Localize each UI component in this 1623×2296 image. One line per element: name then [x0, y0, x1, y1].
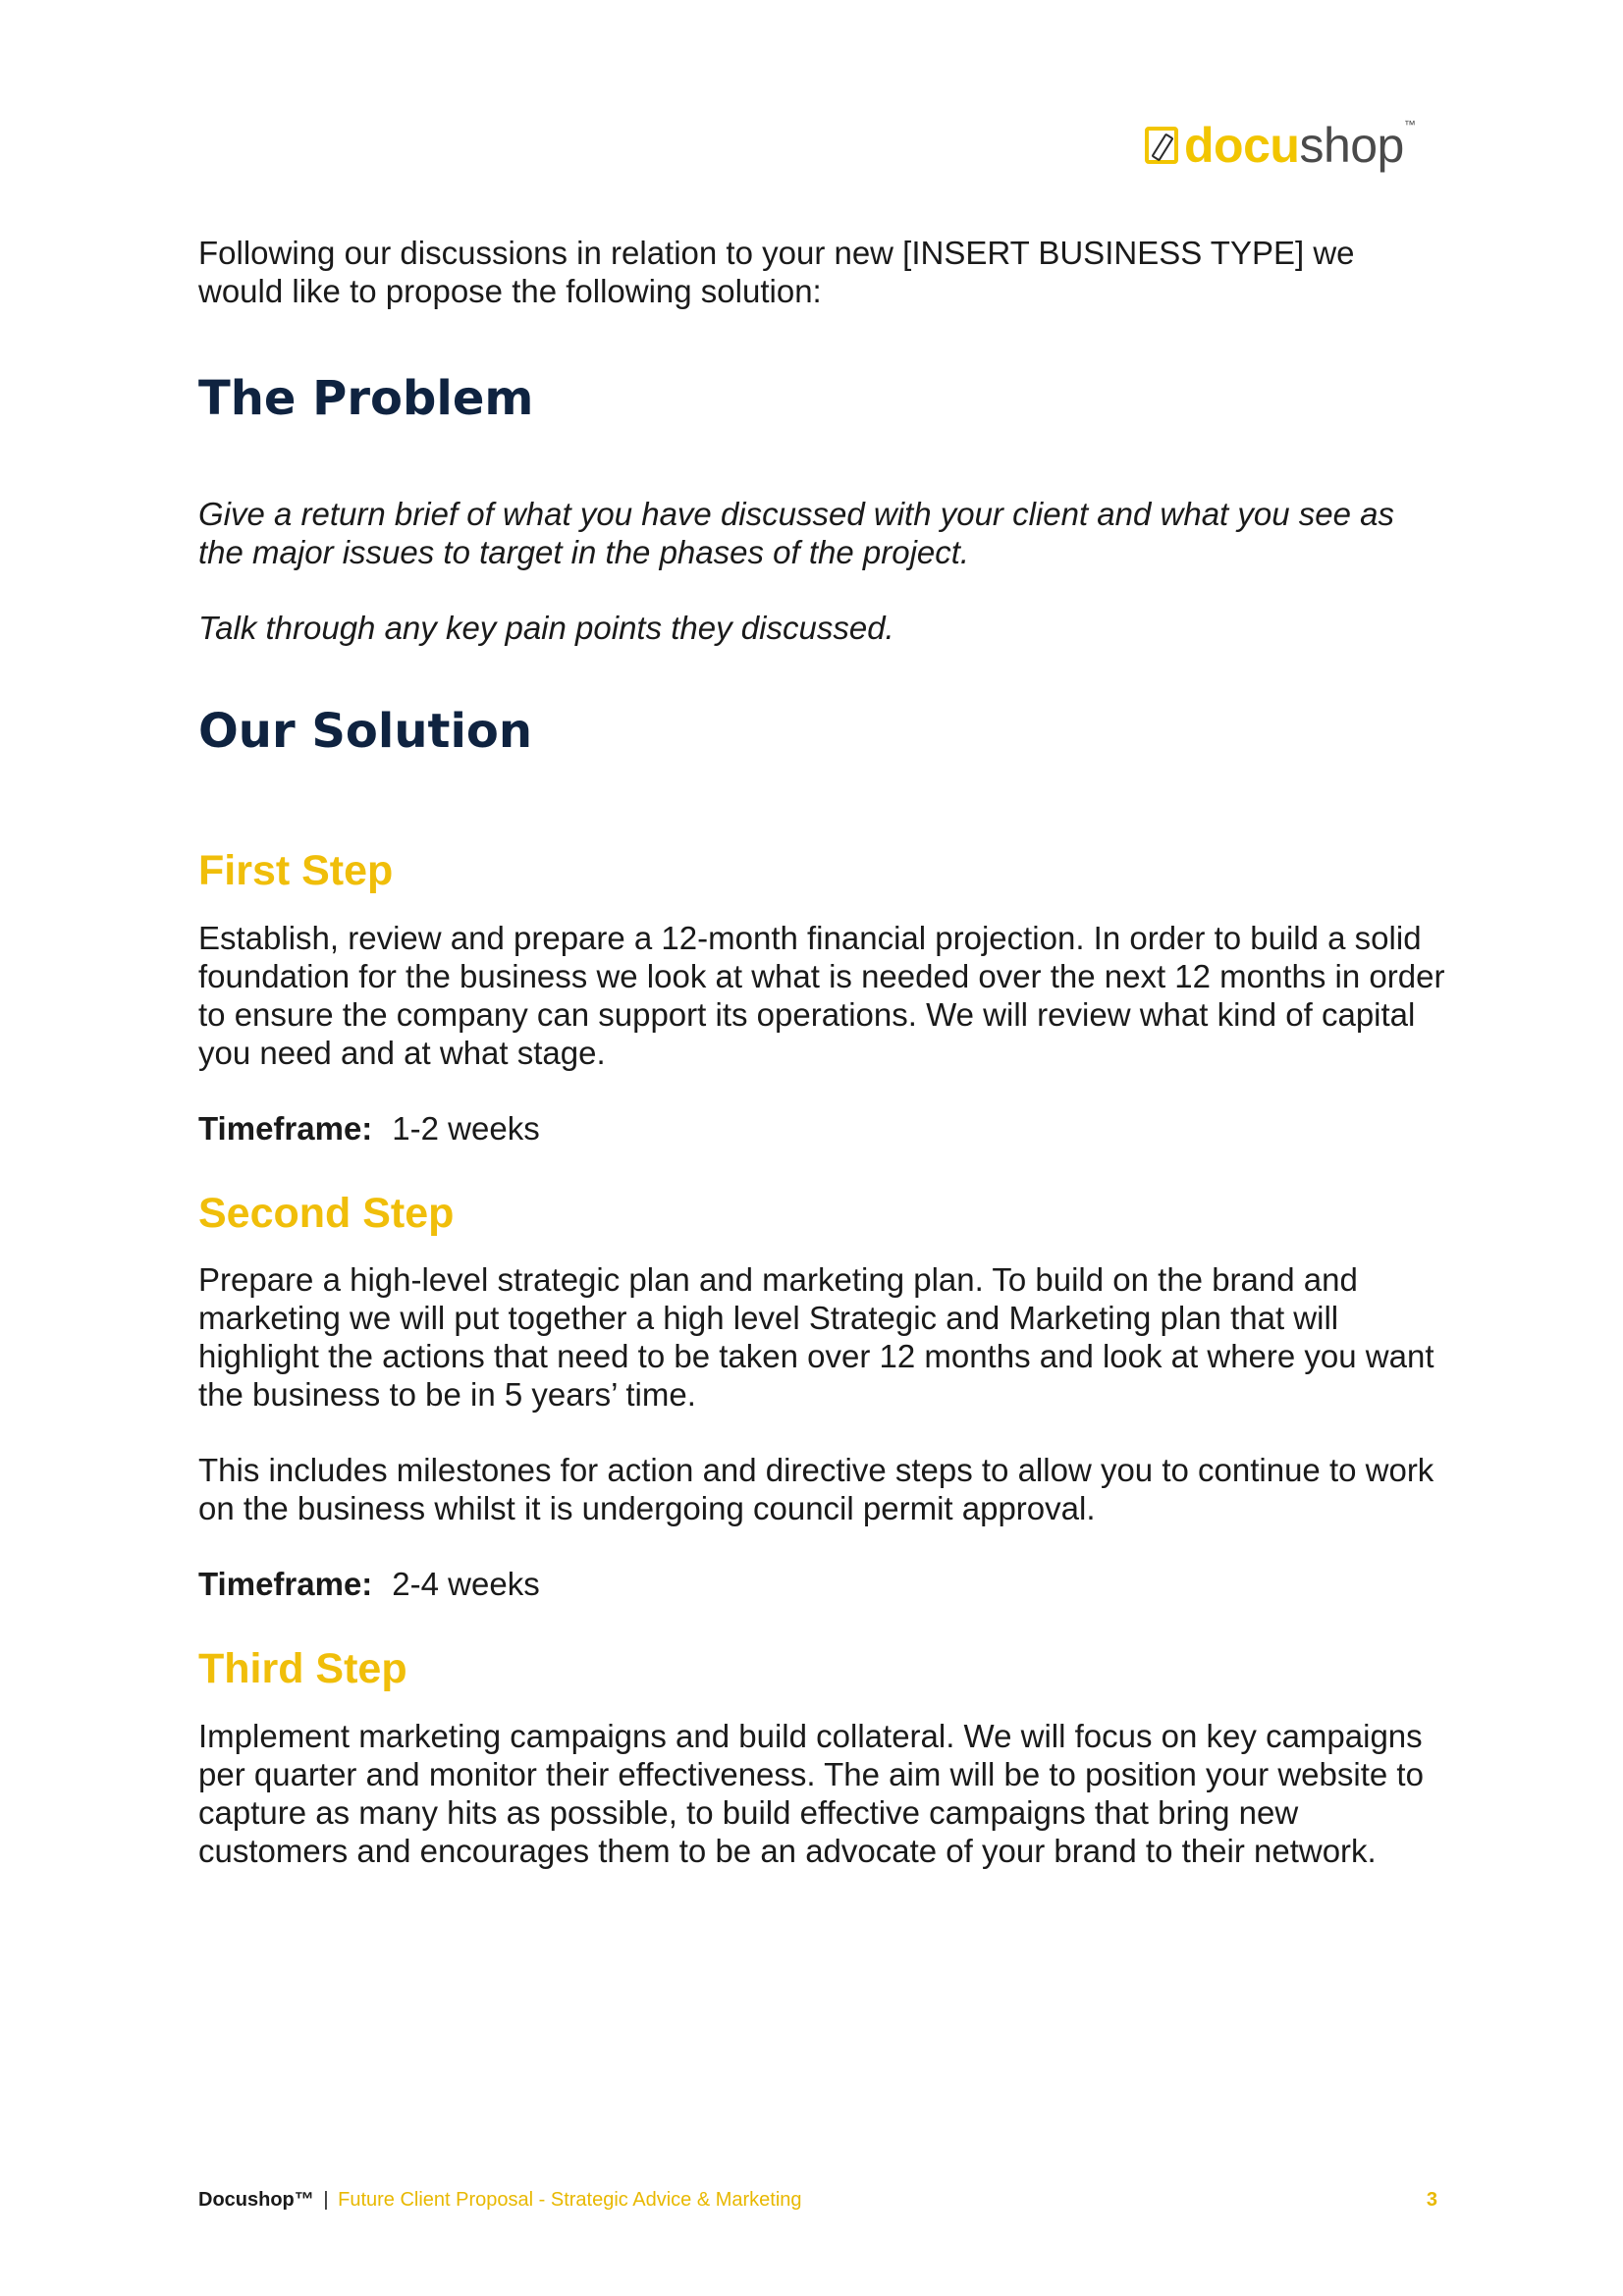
step-1-timeframe: [198, 1109, 1445, 1148]
footer-separator: |: [323, 2189, 329, 2211]
step-1-paragraph: Establish, review and prepare a 12-month financial projection. In order to build a solid foundation for the business we look at what is needed over the next 12 months in order to ensure the company can support its operations. We will review what kind of capital you need and at what stage.: [198, 919, 1445, 1071]
problem-paragraph-2: Talk through any key pain points they discussed.: [198, 609, 894, 646]
timeframe-value: 1-2 weeks: [392, 1109, 540, 1147]
timeframe-value: 2-4 weeks: [392, 1566, 540, 1603]
problem-paragraph-1: Give a return brief of what you have discussed with your client and what you see as the major issues to target in the phases of the project.: [198, 495, 1394, 570]
page-number: 3: [1426, 2189, 1437, 2211]
timeframe-label: Timeframe:: [198, 1109, 373, 1147]
intro-paragraph: Following our discussions in relation to your new [INSERT BUSINESS TYPE] we would like to propose the following solution:: [198, 235, 1355, 309]
logo-shop-text: shop: [1299, 118, 1404, 173]
step-1-title: First Step: [198, 847, 394, 895]
problem-heading: The Problem: [198, 371, 534, 426]
footer-brand: Docushop™: [198, 2189, 314, 2211]
docushop-logo: [1145, 116, 1415, 175]
step-2-title: Second Step: [198, 1189, 455, 1237]
document-pencil-icon: [1145, 127, 1178, 164]
step-3-paragraph: Implement marketing campaigns and build collateral. We will focus on key campaigns per quarter and monitor their effectiveness. The aim will be to position your website to capture as many hits as possible, to build effective campaigns that bring new customers and encourages them to be an advocate of your brand to their network.: [198, 1717, 1424, 1869]
page-footer: [198, 2189, 1437, 2212]
logo-wordmark: [1184, 118, 1416, 173]
footer-left: [198, 2189, 802, 2212]
logo-docu-text: docu: [1184, 118, 1300, 173]
step-2-timeframe: [198, 1565, 1445, 1603]
step-3-title: Third Step: [198, 1645, 407, 1693]
step-2-paragraph-1: Prepare a high-level strategic plan and marketing plan. To build on the brand and marketing we will put together a high level Strategic and Marketing plan that will highlight the actions that need to be taken over 12 months and look at where you want the business to be in 5 years’ time.: [198, 1261, 1434, 1414]
footer-document-title: Future Client Proposal - Strategic Advice & Marketing: [338, 2189, 802, 2211]
logo-trademark: ™: [1403, 118, 1416, 132]
solution-heading: Our Solution: [198, 703, 533, 759]
timeframe-label: Timeframe:: [198, 1566, 373, 1603]
step-2-paragraph-2: This includes milestones for action and directive steps to allow you to continue to work on the business whilst it is undergoing council permit approval.: [198, 1452, 1434, 1527]
page-content: [198, 234, 1445, 1870]
